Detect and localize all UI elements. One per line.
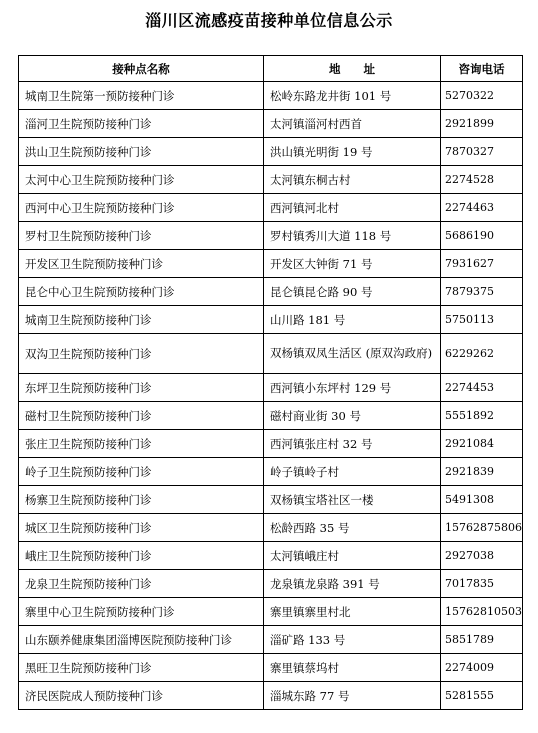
phone-cell: 15762875806 [441,514,523,542]
table-row [19,598,523,626]
phone-cell: 7017835 [441,570,523,598]
address-cell: 双杨镇宝塔社区一楼 [264,486,441,514]
site-name-cell: 太河中心卫生院预防接种门诊 [19,166,264,194]
table-row [19,334,523,374]
table-row [19,166,523,194]
phone-cell: 2921899 [441,110,523,138]
site-name-cell: 城南卫生院第一预防接种门诊 [19,82,264,110]
table-row [19,542,523,570]
site-name-cell: 城南卫生院预防接种门诊 [19,306,264,334]
address-cell: 太河镇峨庄村 [264,542,441,570]
table-row [19,458,523,486]
column-header-phone: 咨询电话 [441,56,523,82]
address-cell: 洪山镇光明街 19 号 [264,138,441,166]
table-row [19,402,523,430]
address-cell: 太河镇淄河村西首 [264,110,441,138]
address-cell: 松岭东路龙井街 101 号 [264,82,441,110]
address-cell: 太河镇东桐古村 [264,166,441,194]
phone-cell: 7870327 [441,138,523,166]
site-name-cell: 双沟卫生院预防接种门诊 [19,334,264,374]
phone-cell: 2921084 [441,430,523,458]
phone-cell: 5851789 [441,626,523,654]
table-row [19,654,523,682]
site-name-cell: 张庄卫生院预防接种门诊 [19,430,264,458]
phone-cell: 2921839 [441,458,523,486]
table-row [19,374,523,402]
table-row [19,138,523,166]
site-name-cell: 峨庄卫生院预防接种门诊 [19,542,264,570]
address-cell: 开发区大钟街 71 号 [264,250,441,278]
address-cell: 罗村镇秀川大道 118 号 [264,222,441,250]
table-row [19,626,523,654]
table-row [19,486,523,514]
site-name-cell: 岭子卫生院预防接种门诊 [19,458,264,486]
site-name-cell: 罗村卫生院预防接种门诊 [19,222,264,250]
site-name-cell: 磁村卫生院预防接种门诊 [19,402,264,430]
phone-cell: 2927038 [441,542,523,570]
address-cell: 双杨镇双凤生活区 (原双沟政府) [264,334,441,374]
phone-cell: 5551892 [441,402,523,430]
phone-cell: 5686190 [441,222,523,250]
table-row [19,278,523,306]
site-name-cell: 寨里中心卫生院预防接种门诊 [19,598,264,626]
phone-cell: 5750113 [441,306,523,334]
table-row [19,110,523,138]
site-name-cell: 龙泉卫生院预防接种门诊 [19,570,264,598]
address-cell: 淄矿路 133 号 [264,626,441,654]
phone-cell: 15762810503 [441,598,523,626]
table-row [19,682,523,710]
phone-cell: 7879375 [441,278,523,306]
table-row [19,570,523,598]
phone-cell: 5270322 [441,82,523,110]
address-cell: 磁村商业街 30 号 [264,402,441,430]
table-row [19,430,523,458]
site-name-cell: 城区卫生院预防接种门诊 [19,514,264,542]
site-name-cell: 洪山卫生院预防接种门诊 [19,138,264,166]
address-cell: 山川路 181 号 [264,306,441,334]
site-name-cell: 淄河卫生院预防接种门诊 [19,110,264,138]
phone-cell: 5491308 [441,486,523,514]
site-name-cell: 开发区卫生院预防接种门诊 [19,250,264,278]
phone-cell: 5281555 [441,682,523,710]
address-cell: 西河镇张庄村 32 号 [264,430,441,458]
phone-cell: 7931627 [441,250,523,278]
address-cell: 寨里镇蔡坞村 [264,654,441,682]
vaccination-sites-table [18,55,523,710]
table-body [19,82,523,710]
table-row [19,250,523,278]
address-cell: 西河镇河北村 [264,194,441,222]
site-name-cell: 西河中心卫生院预防接种门诊 [19,194,264,222]
site-name-cell: 东坪卫生院预防接种门诊 [19,374,264,402]
site-name-cell: 黑旺卫生院预防接种门诊 [19,654,264,682]
address-cell: 松龄西路 35 号 [264,514,441,542]
address-cell: 淄城东路 77 号 [264,682,441,710]
address-cell: 岭子镇岭子村 [264,458,441,486]
address-cell: 西河镇小东坪村 129 号 [264,374,441,402]
phone-cell: 2274453 [441,374,523,402]
site-name-cell: 昆仑中心卫生院预防接种门诊 [19,278,264,306]
address-cell: 昆仑镇昆仑路 90 号 [264,278,441,306]
site-name-cell: 济民医院成人预防接种门诊 [19,682,264,710]
site-name-cell: 杨寨卫生院预防接种门诊 [19,486,264,514]
column-header-address: 地 址 [264,56,441,82]
address-cell: 龙泉镇龙泉路 391 号 [264,570,441,598]
phone-cell: 2274463 [441,194,523,222]
table-row [19,222,523,250]
page-title: 淄川区流感疫苗接种单位信息公示 [145,11,393,30]
table-header-row [19,56,523,82]
address-cell: 寨里镇寨里村北 [264,598,441,626]
table-row [19,194,523,222]
phone-cell: 2274528 [441,166,523,194]
table-row [19,306,523,334]
table-row [19,82,523,110]
phone-cell: 6229262 [441,334,523,374]
site-name-cell: 山东颐养健康集团淄博医院预防接种门诊 [19,626,264,654]
table-row [19,514,523,542]
phone-cell: 2274009 [441,654,523,682]
column-header-name: 接种点名称 [19,56,264,82]
